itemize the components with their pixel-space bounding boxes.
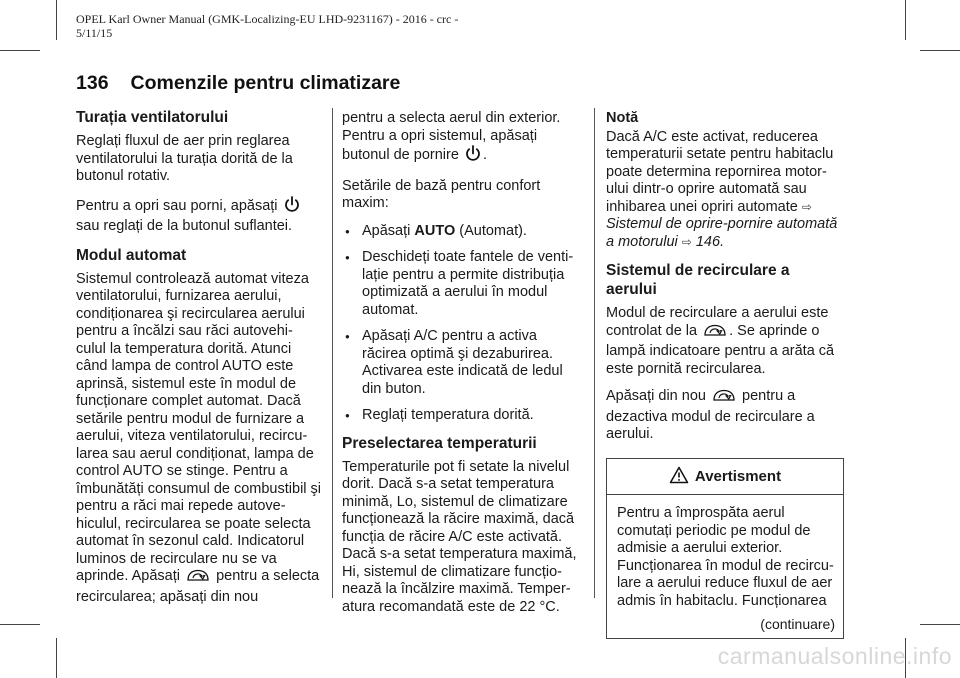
warning-text: Pentru a împrospăta aerul comutați periodic pe modul de admisie a aerului exterior. Funcționarea în modul de recircu-lare a aerului reduce fluxul de aer admis în habitaclu. Funcționarea (617, 505, 834, 609)
warning-triangle-icon (669, 466, 689, 489)
column-middle (342, 110, 582, 626)
watermark: carmanualsonline.info (717, 643, 952, 669)
paragraph (606, 305, 842, 378)
continued-label: (continuare) (760, 616, 835, 632)
reference-page[interactable]: 146 (695, 233, 721, 250)
crop-mark (0, 624, 40, 625)
text: Dacă A/C este activat, reducerea temperaturii setate pentru habitaclu poate determina repornirea motor-ului dintr-o oprire automată sau inhibarea unei opriri automate (606, 128, 834, 215)
crop-mark (905, 0, 906, 40)
list-item (342, 223, 582, 241)
text: pentru a dezactiva modul de recirculare a aerului. (606, 388, 815, 442)
paragraph (606, 388, 842, 444)
comfort-settings-list (342, 223, 582, 425)
page-header (76, 72, 400, 95)
paragraph (76, 196, 322, 236)
auto-label: AUTO (414, 222, 456, 239)
meta-line-1: OPEL Karl Owner Manual (GMK-Localizing-EU LHD-9231167) - 2016 - crc - (76, 12, 459, 26)
text: Apăsați din nou (606, 388, 706, 404)
paragraph: Reglați fluxul de aer prin reglarea ventilatorului la turația dorită de la butonul rotativ. (76, 133, 293, 184)
column-right (606, 110, 842, 639)
document-meta (76, 12, 536, 40)
reference-arrow-icon: ⇨ (801, 199, 812, 214)
reference-arrow-icon: ⇨ (681, 234, 692, 249)
column-divider (594, 108, 595, 598)
recirculation-icon (186, 569, 210, 589)
crop-mark (56, 638, 57, 678)
warning-header (607, 459, 843, 496)
paragraph (342, 110, 582, 168)
crop-mark (920, 50, 960, 51)
crop-mark (0, 50, 40, 51)
text: Sistemul controlează automat viteza ventilatorului, furnizarea aerului, condiționarea şi recircularea aerului pentru a încălzi sau răci autovehi-culul la temperatura dorită. Atunci când lampa de control AUTO este aprinsă, sistemul este în modul de funcționare complet automat. Dacă setările pentru modul de furnizare a aerului, viteza ventilatorului, recircu-larea sau aerul condiționat, lampa de control AUTO se stinge. Pentru a îmbunătăți consumul de combustibil şi pentru a răci mai repede autove-hiculul, recircularea se poate selecta automat în sezonul cald. Indicatorul luminos de recirculare nu se va aprinde. Apăsați (76, 270, 322, 584)
warning-title: Avertisment (694, 467, 782, 485)
cross-reference-link[interactable]: Sistemul de oprire-pornire automată a motorului (606, 216, 838, 250)
crop-mark (56, 0, 57, 40)
column-left (76, 108, 322, 616)
text: Modul de recirculare a aerului este controlat de la (606, 305, 829, 339)
text: pentru a selecta recircularea; apăsați din nou (76, 568, 320, 605)
recirculation-icon (703, 324, 727, 344)
list-item: ● Apăsați A/C pentru a activa răcirea optimă şi dezaburirea. Activarea este indicată de ledul din buton. (342, 328, 582, 398)
recirculation-icon (712, 389, 736, 409)
text: pentru a selecta aerul din exterior. Pentru a opri sistemul, apăsați butonul de pornire (342, 110, 561, 163)
warning-box (606, 458, 844, 639)
paragraph: Temperaturile pot fi setate la nivelul dorit. Dacă s-a setat temperatura minimă, Lo, sistemul de climatizare funcționează la răcire maximă, dacă funcția de răcire A/C este activată. Dacă s-a setat temperatura maximă, Hi, sistemul de climatizare funcțio-nează la încălzire maximă. Temper-atura recomandată este de 22 °C. (342, 458, 577, 615)
warning-body (607, 495, 843, 638)
text: . (482, 147, 487, 163)
column-divider (332, 108, 333, 598)
text: (Automat). (455, 222, 527, 239)
text: Apăsați (362, 222, 415, 239)
text: sau reglați de la butonul suflantei. (76, 218, 293, 234)
paragraph (76, 271, 322, 607)
list-item: ● Reglați temperatura dorită. (342, 407, 582, 425)
note-text: Dacă A/C este activat, reducerea temperaturii setate pentru habitaclu poate determina repornirea motor-ului dintr-o oprire automată sau inhibarea unei opriri automate ⇨ Sistemul de oprire-pornire automată a motorului ⇨ 146. (606, 128, 838, 250)
heading-temperature: Preselectarea temperaturii (342, 434, 537, 452)
heading-auto-mode: Modul automat (76, 246, 187, 264)
text: Pentru a opri sau porni, apăsați (76, 197, 278, 214)
heading-recirculation: Sistemul de recirculare a aerului (606, 262, 790, 298)
crop-mark (920, 624, 960, 625)
power-icon (284, 196, 300, 219)
paragraph: Setările de bază pentru confort maxim: (342, 177, 541, 211)
section-title: Comenzile pentru climatizare (130, 72, 401, 94)
text: . Se aprinde o lampă indicatoare pentru a arăta că este pornită recircularea. (606, 322, 835, 377)
power-icon (465, 145, 481, 168)
note-label: Notă (606, 110, 639, 126)
page-number: 136 (76, 72, 109, 94)
heading-fan-speed: Turația ventilatorului (76, 109, 229, 126)
meta-line-2: 5/11/15 (76, 26, 113, 40)
list-item: ● Deschideți toate fantele de venti-lație pentru a permite distribuția optimizată a aerului în modul automat. (342, 249, 582, 319)
